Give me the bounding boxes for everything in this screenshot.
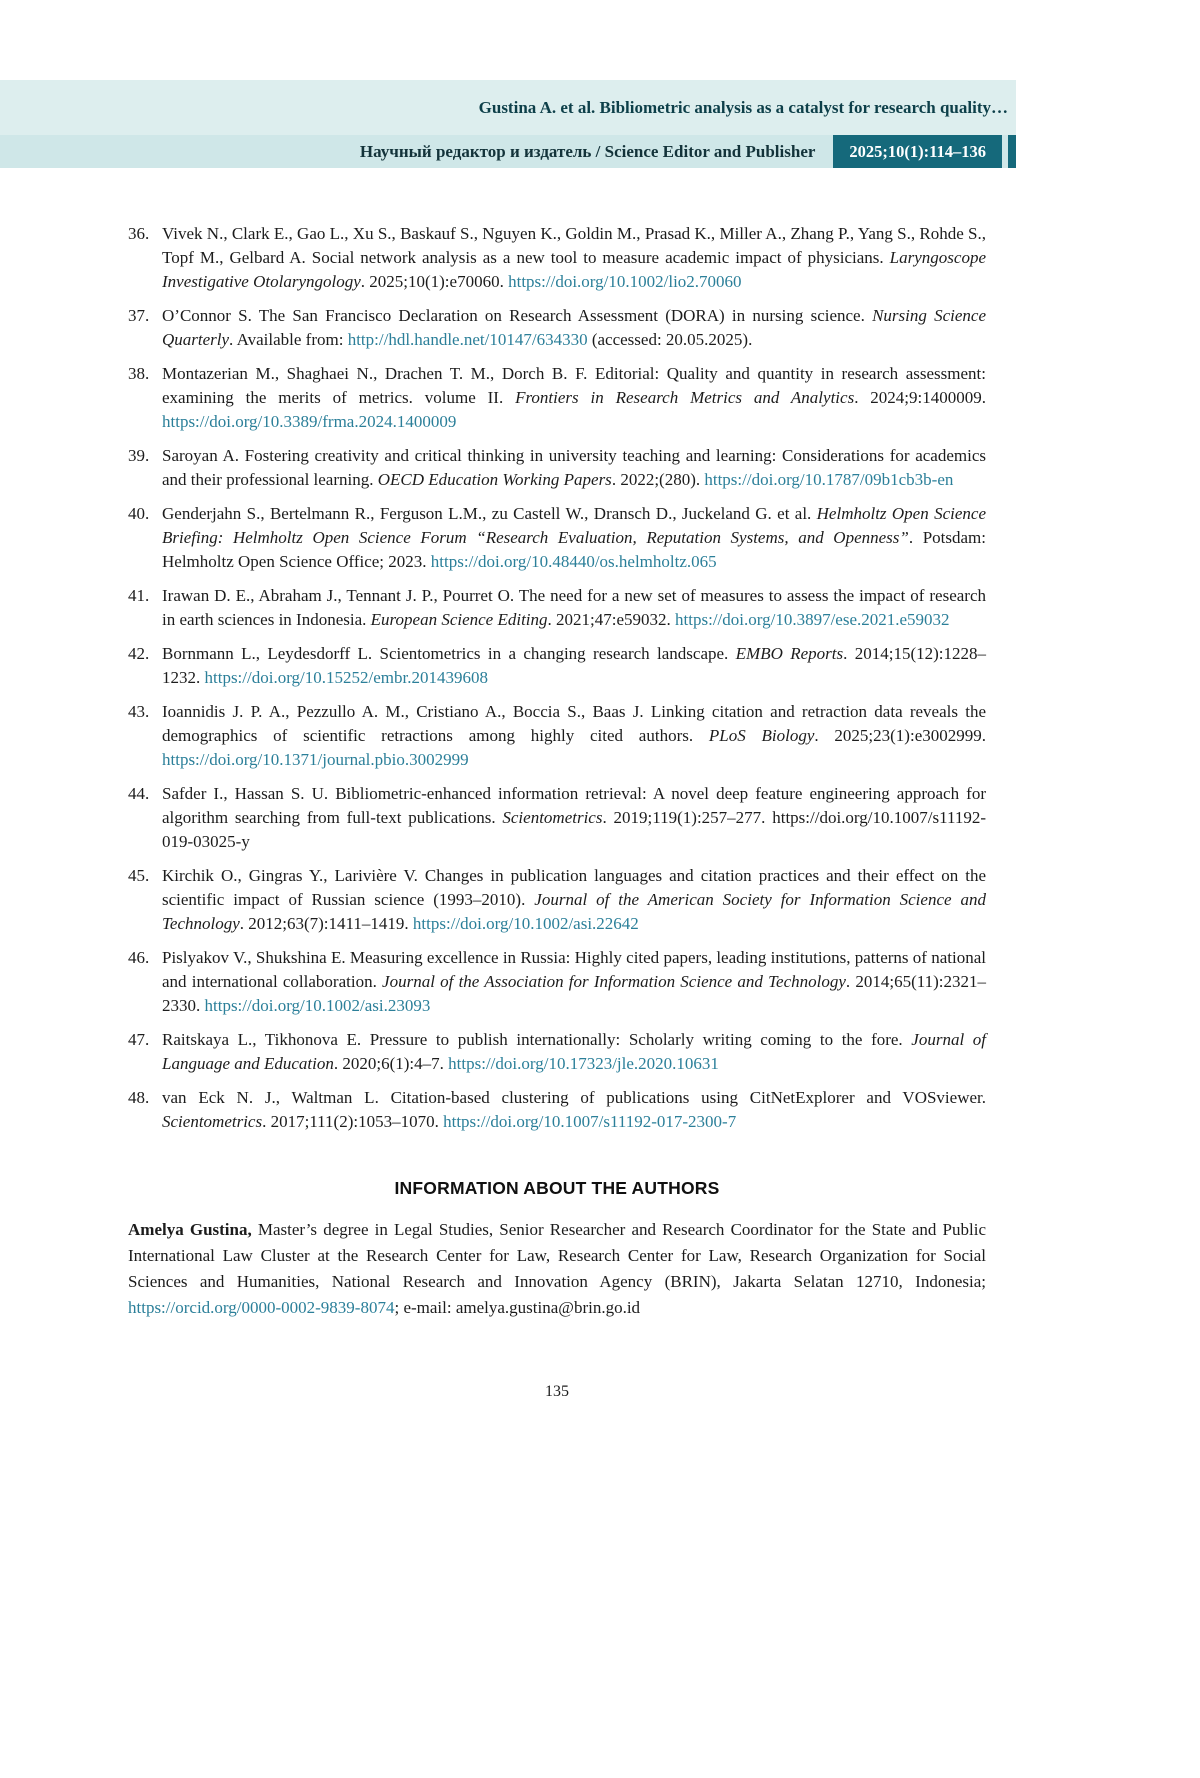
reference-text: Irawan D. E., Abraham J., Tennant J. P., Pourret O. The need for a new set of measures to assess the impact of research in earth sciences in Indonesia. [162,586,986,629]
reference-body [162,700,986,772]
reference-body [162,642,986,690]
reference-body [162,304,986,352]
reference-text: Saroyan A. Fostering creativity and critical thinking in university teaching and learning: Considerations for academics and their professional learning. [162,446,986,489]
reference-number: 43. [128,702,150,721]
reference-item [128,502,986,574]
reference-number: 47. [128,1030,150,1049]
reference-item [128,642,986,690]
reference-text: . 2024;9:1400009. [854,388,986,407]
reference-body [162,946,986,1018]
reference-text: Kirchik O., Gingras Y., Larivière V. Changes in publication languages and citation practices and their effect on the scientific impact of Russian science (1993–2010). [162,866,986,909]
references-list [128,222,986,1134]
reference-text: . 2025;23(1):e3002999. [814,726,986,745]
journal-name: PLoS Biology [708,726,815,745]
journal-name: Frontiers in Research Metrics and Analytics [515,388,855,407]
reference-text: . 2014;15(12):1228–1232. [162,644,986,687]
journal-name: EMBO Reports [735,644,844,663]
reference-body [162,444,986,492]
doi-link[interactable]: https://doi.org/10.3389/frma.2024.1400009 [162,412,457,431]
reference-text: . 2017;111(2):1053–1070. [262,1112,444,1131]
reference-number: 41. [128,586,150,605]
doi-link[interactable]: https://doi.org/10.15252/embr.201439608 [204,668,488,687]
reference-body [162,1086,986,1134]
reference-number: 42. [128,644,150,663]
journal-name: Nursing Science Quarterly [162,306,986,349]
journal-name: Helmholtz Open Science Briefing: Helmholtz Open Science Forum “Research Evaluation, Reputation Systems, and Openness” [162,504,986,547]
reference-text: . 2014;65(11):2321–2330. [162,972,986,1015]
reference-text: van Eck N. J., Waltman L. Citation-based clustering of publications using CitNetExplorer and VOSviewer. [162,1088,986,1107]
reference-number: 37. [128,306,150,325]
reference-body [162,1028,986,1076]
journal-band [0,135,1016,168]
reference-text: Ioannidis J. P. A., Pezzullo A. M., Cristiano A., Boccia S., Baas J. Linking citation and retraction data reveals the demographics of scientific retractions among highly cited authors. [162,702,986,745]
reference-item [128,864,986,936]
reference-item [128,1086,986,1134]
reference-item [128,782,986,854]
doi-link[interactable]: https://doi.org/10.1002/lio2.70060 [508,272,742,291]
journal-name: Journal of Language and Education [162,1030,986,1073]
page-content [128,222,986,1401]
reference-text: . Potsdam: Helmholtz Open Science Office; 2023. [162,528,986,571]
reference-text: . 2019;119(1):257–277. https://doi.org/10.1007/s11192-019-03025-y [162,808,986,851]
reference-item [128,444,986,492]
doi-link[interactable]: https://doi.org/10.3897/ese.2021.e59032 [675,610,950,629]
reference-body [162,222,986,294]
reference-item [128,946,986,1018]
doi-link[interactable]: http://hdl.handle.net/10147/634330 [347,330,588,349]
journal-name: Laryngoscope Investigative Otolaryngology [162,248,986,291]
reference-text: Pislyakov V., Shukshina E. Measuring excellence in Russia: Highly cited papers, leading institutions, patterns of national and international collaboration. [162,948,986,991]
reference-number: 38. [128,364,150,383]
authors-section-heading: INFORMATION ABOUT THE AUTHORS [394,1178,720,1198]
doi-link[interactable]: https://doi.org/10.17323/jle.2020.10631 [448,1054,719,1073]
reference-text: ; e-mail: amelya.gustina@brin.go.id [394,1298,641,1317]
orcid-link[interactable]: https://orcid.org/0000-0002-9839-8074 [128,1298,395,1317]
reference-text: Montazerian M., Shaghaei N., Drachen T. M., Dorch B. F. Editorial: Quality and quantity in research assessment: examining the merits of metrics. volume II. [162,364,986,407]
author-bio-paragraph [128,1217,986,1321]
journal-name: European Science Editing [370,610,548,629]
reference-item [128,362,986,434]
reference-item [128,222,986,294]
journal-name: Journal of the Association for Information Science and Technology [382,972,846,991]
doi-link[interactable]: https://doi.org/10.1787/09b1cb3b-en [704,470,954,489]
reference-body [162,864,986,936]
reference-number: 46. [128,948,150,967]
reference-body [162,362,986,434]
journal-name: OECD Education Working Papers [377,470,612,489]
reference-number: 44. [128,784,150,803]
reference-text: (accessed: 20.05.2025). [587,330,753,349]
accent-stripe [1008,135,1016,168]
reference-number: 39. [128,446,150,465]
reference-text: Vivek N., Clark E., Gao L., Xu S., Baskauf S., Nguyen K., Goldin M., Prasad K., Miller A., Zhang P., Yang S., Rohde S., Topf M., Gelbard A. Social network analysis as a new tool to measure academic impact of physicians. [162,224,986,267]
running-head: Gustina A. et al. Bibliometric analysis as a catalyst for research quality… [478,97,1008,117]
reference-body [162,782,986,854]
issue-badge: 2025;10(1):114–136 [833,135,1002,168]
reference-text: . 2021;47:e59032. [547,610,676,629]
page-header [0,80,1016,168]
journal-name: Journal of the American Society for Information Science and Technology [162,890,986,933]
running-head-band [0,80,1016,135]
reference-text: . 2020;6(1):4–7. [333,1054,449,1073]
reference-item [128,304,986,352]
reference-number: 45. [128,866,150,885]
reference-text: Genderjahn S., Bertelmann R., Ferguson L.M., zu Castell W., Dransch D., Juckeland G. et al. [162,504,817,523]
doi-link[interactable]: https://doi.org/10.1371/journal.pbio.3002999 [162,750,469,769]
reference-number: 40. [128,504,150,523]
reference-text: Raitskaya L., Tikhonova E. Pressure to publish internationally: Scholarly writing coming to the fore. [162,1030,912,1049]
doi-link[interactable]: https://doi.org/10.1007/s11192-017-2300-7 [443,1112,737,1131]
reference-body [162,502,986,574]
reference-text: . 2025;10(1):e70060. [360,272,509,291]
author-name: Amelya Gustina, [128,1220,252,1239]
doi-link[interactable]: https://doi.org/10.48440/os.helmholtz.065 [430,552,717,571]
journal-title: Научный редактор и издатель / Science Editor and Publisher [359,141,816,161]
doi-link[interactable]: https://doi.org/10.1002/asi.23093 [204,996,431,1015]
reference-text: Master’s degree in Legal Studies, Senior Researcher and Research Coordinator for the State and Public International Law Cluster at the Research Center for Law, Research Center for Law, Research Organization for Social Sciences and Humanities, National Research and Innovation Agency (BRIN), Jakarta Selatan 12710, Indonesia; [128,1220,986,1291]
reference-number: 48. [128,1088,150,1107]
reference-number: 36. [128,224,150,243]
journal-name: Scientometrics [502,808,603,827]
reference-text: . 2022;(280). [611,470,705,489]
page-number: 135 [545,1383,569,1400]
reference-body [162,584,986,632]
reference-item [128,584,986,632]
journal-name: Scientometrics [162,1112,263,1131]
reference-text: Bornmann L., Leydesdorff L. Scientometrics in a changing research landscape. [162,644,736,663]
reference-text: . Available from: [229,330,348,349]
reference-text: . 2012;63(7):1411–1419. [239,914,413,933]
reference-text: O’Connor S. The San Francisco Declaration on Research Assessment (DORA) in nursing science. [162,306,873,325]
reference-item [128,1028,986,1076]
reference-item [128,700,986,772]
doi-link[interactable]: https://doi.org/10.1002/asi.22642 [412,914,639,933]
reference-text: Safder I., Hassan S. U. Bibliometric-enhanced information retrieval: A novel deep feature engineering approach for algorithm searching from full-text publications. [162,784,986,827]
